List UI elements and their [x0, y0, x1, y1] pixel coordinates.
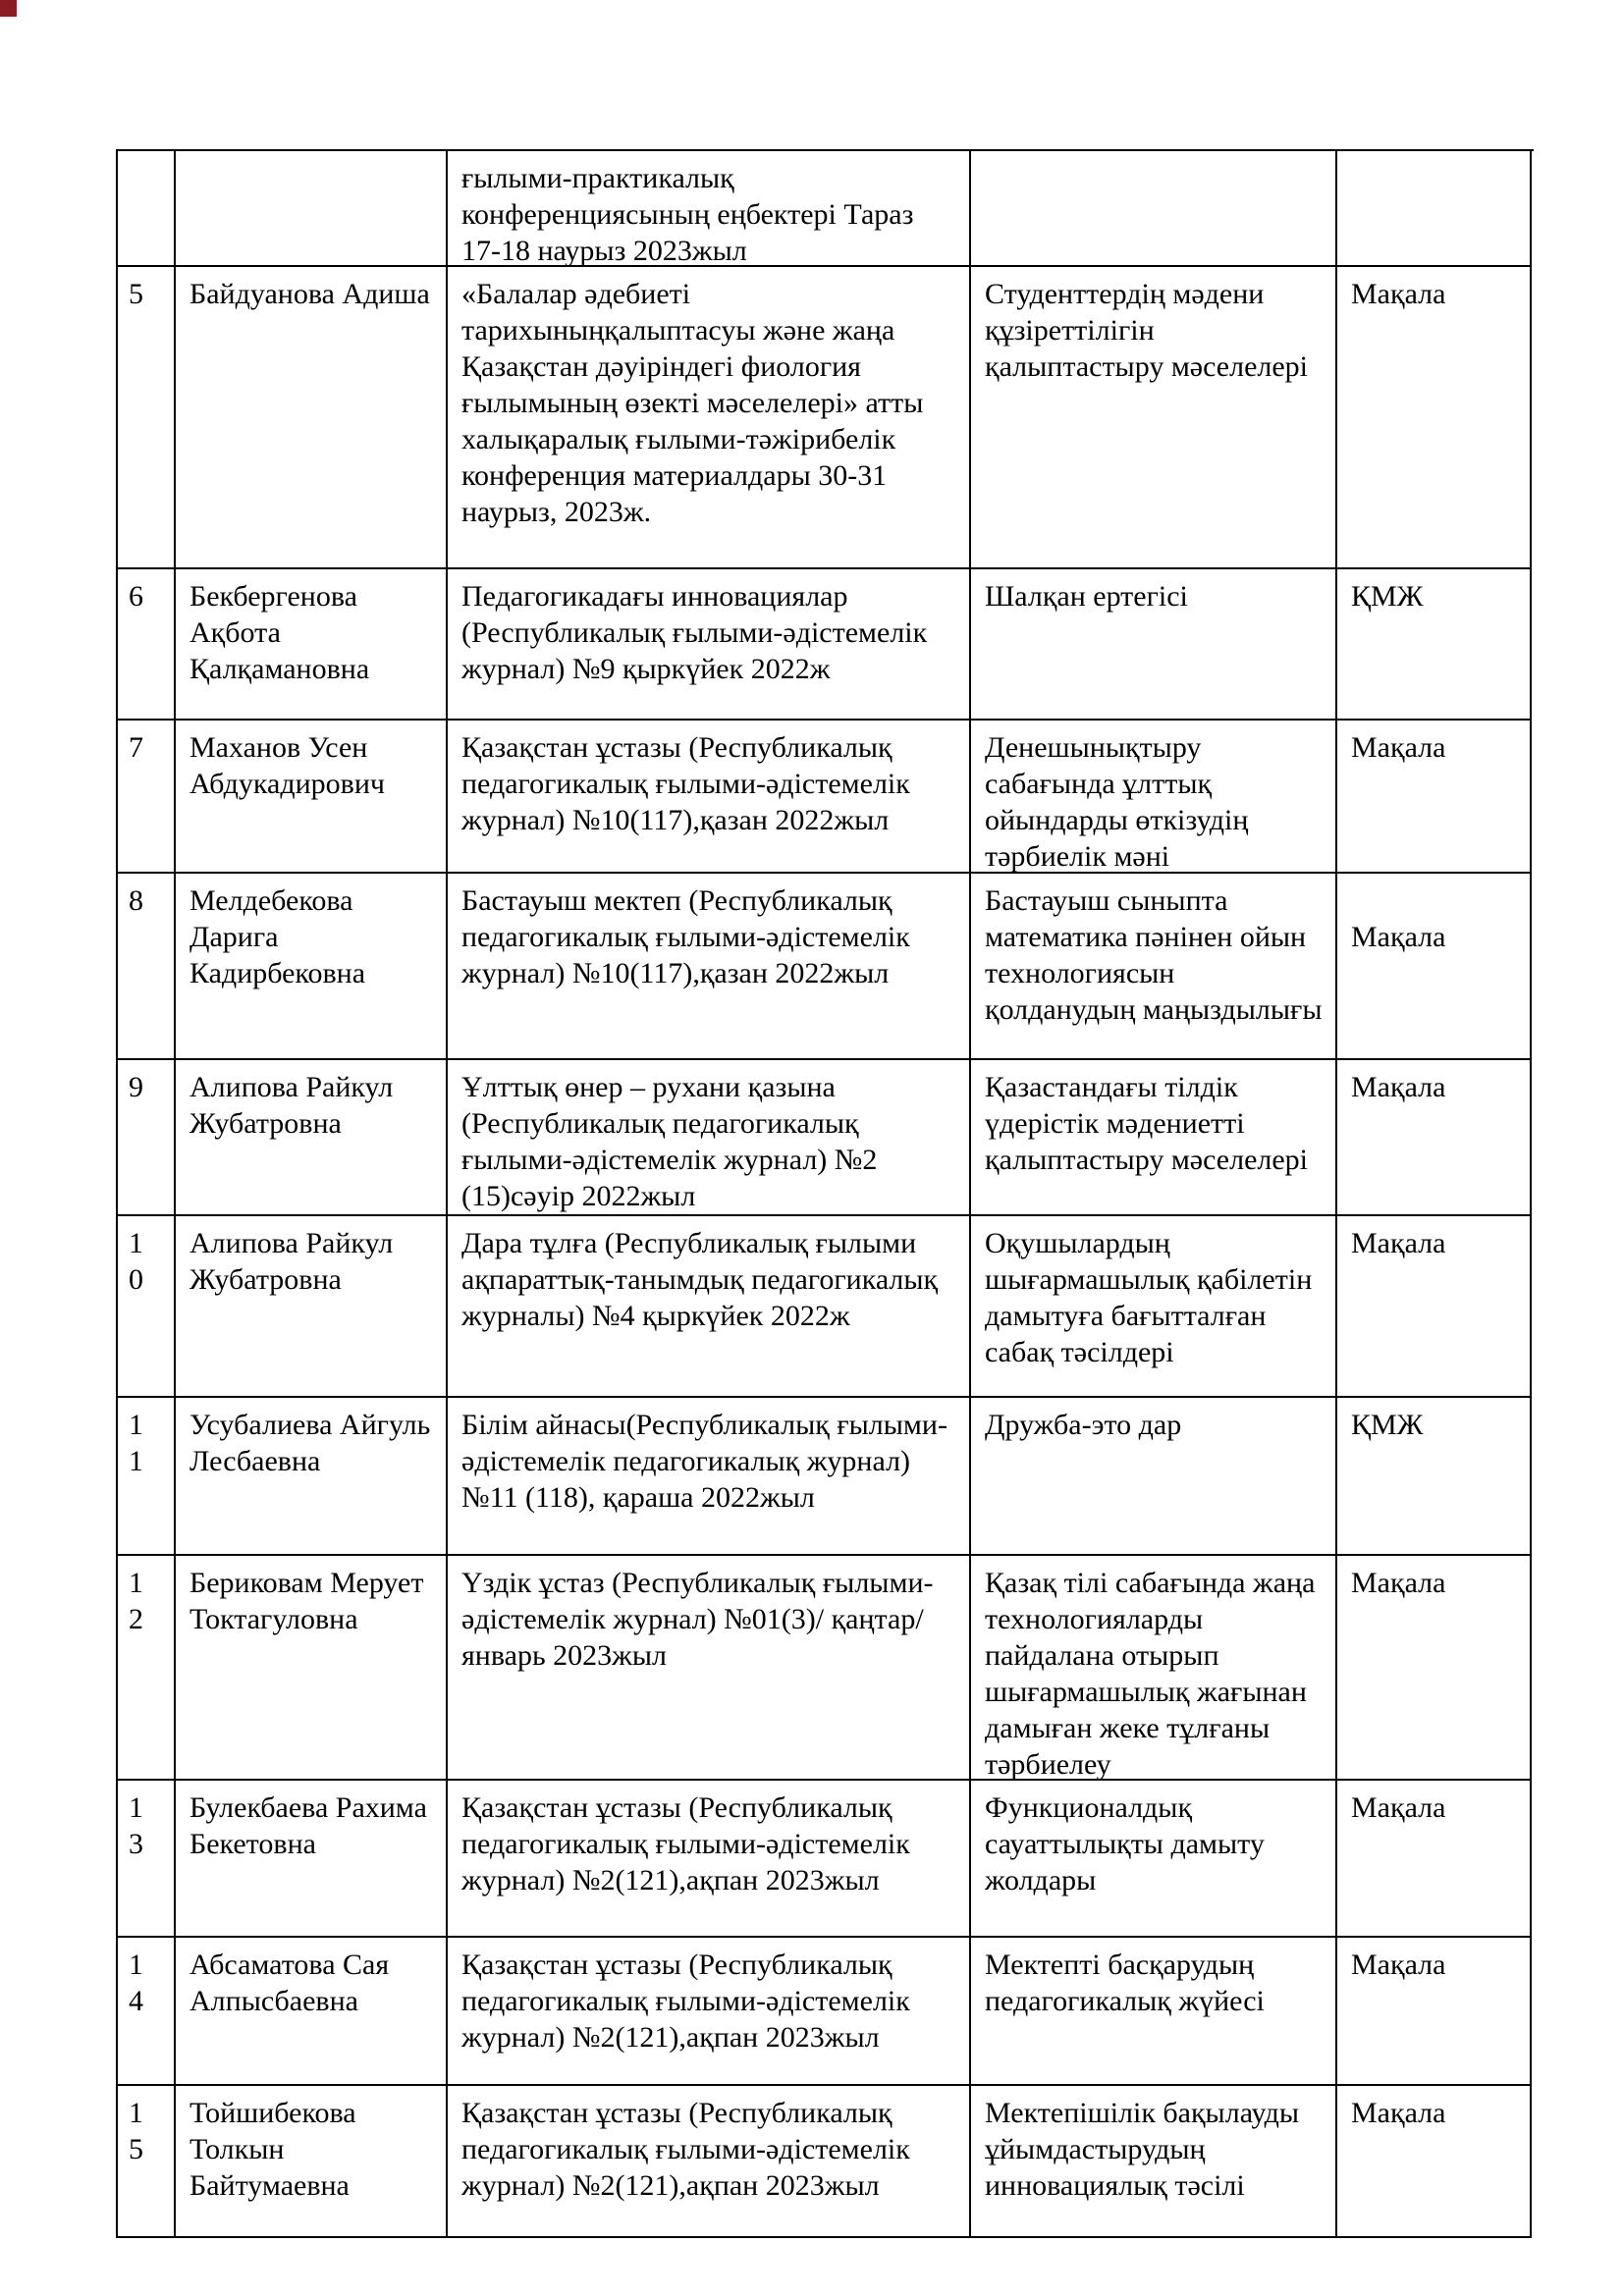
cell-author: Бериковам Мерует Токтагуловна [176, 1556, 448, 1781]
cell-author: Алипова Райкул Жубатровна [176, 1060, 448, 1216]
table-row [118, 151, 1534, 267]
cell-title: Мектепті басқарудың педагогикалық жүйесі [971, 1938, 1337, 2086]
cell-title: Студенттердің мәдени құзіреттілігін қалыптастыру мәселелері [971, 267, 1337, 569]
cell-publication: Қазақстан ұстазы (Республикалық педагогикалық ғылыми-әдістемелік журнал) №2(121),ақпан 2023жыл [448, 1781, 971, 1938]
cell-type: Мақала [1337, 1060, 1532, 1216]
cell-author: Усубалиева Айгуль Лесбаевна [176, 1398, 448, 1556]
cell-num: 12 [118, 1556, 176, 1781]
cell-author: Тойшибекова Толкын Байтумаевна [176, 2086, 448, 2238]
table-row [118, 1398, 1534, 1556]
cell-publication: Бастауыш мектеп (Республикалық педагогикалық ғылыми-әдістемелік журнал) №10(117),қазан 2022жыл [448, 874, 971, 1060]
cell-num [118, 151, 176, 267]
cell-publication: Қазақстан ұстазы (Республикалық педагогикалық ғылыми-әдістемелік журнал) №10(117),қазан 2022жыл [448, 721, 971, 874]
table-row [118, 569, 1534, 721]
cell-num: 14 [118, 1938, 176, 2086]
cell-author: Мелдебекова Дарига Кадирбековна [176, 874, 448, 1060]
cell-num: 13 [118, 1781, 176, 1938]
cell-title [971, 151, 1337, 267]
cell-num: 6 [118, 569, 176, 721]
cell-type: ҚМЖ [1337, 569, 1532, 721]
cell-title: Мектепішілік бақылауды ұйымдастырудың инновациялық тәсілі [971, 2086, 1337, 2238]
table-row [118, 267, 1534, 569]
table-row [118, 874, 1534, 1060]
cell-publication: Дара тұлға (Республикалық ғылыми ақпараттық-танымдық педагогикалық журналы) №4 қыркүйек 2022ж [448, 1216, 971, 1398]
cell-publication: «Балалар әдебиеті тарихыныңқалыптасуы және жаңа Қазақстан дәуіріндегі фиология ғылымының өзекті мәселелері» атты халықаралық ғылыми-тәжірибелік конференция материалдары 30-31 наурыз, 2023ж. [448, 267, 971, 569]
cell-publication: Педагогикадағы инновациялар (Республикалық ғылыми-әдістемелік журнал) №9 қыркүйек 2022ж [448, 569, 971, 721]
cell-num: 7 [118, 721, 176, 874]
cell-publication: Қазақстан ұстазы (Республикалық педагогикалық ғылыми-әдістемелік журнал) №2(121),ақпан 2023жыл [448, 2086, 971, 2238]
cell-author: Байдуанова Адиша [176, 267, 448, 569]
cell-num: 5 [118, 267, 176, 569]
cell-num: 15 [118, 2086, 176, 2238]
table-row [118, 1060, 1534, 1216]
cell-title: Қазастандағы тілдік үдерістік мәдениетті қалыптастыру мәселелері [971, 1060, 1337, 1216]
cell-type: Мақала [1337, 1938, 1532, 2086]
cell-type [1337, 151, 1532, 267]
cell-author: Маханов Усен Абдукадирович [176, 721, 448, 874]
cell-title: Шалқан ертегісі [971, 569, 1337, 721]
cell-type: ҚМЖ [1337, 1398, 1532, 1556]
cell-publication: Білім айнасы(Республикалық ғылыми-әдістемелік педагогикалық журнал) №11 (118), қараша 2022жыл [448, 1398, 971, 1556]
table-row [118, 1938, 1534, 2086]
corner-artifact [0, 0, 17, 17]
cell-publication: Үздік ұстаз (Республикалық ғылыми-әдістемелік журнал) №01(3)/ қаңтар/январь 2023жыл [448, 1556, 971, 1781]
cell-title: Оқушылардың шығармашылық қабілетін дамытуға бағытталған сабақ тәсілдері [971, 1216, 1337, 1398]
cell-publication: Ұлттық өнер – рухани қазына (Республикалық педагогикалық ғылыми-әдістемелік журнал) №2 (15)сәуір 2022жыл [448, 1060, 971, 1216]
cell-title: Бастауыш сыныпта математика пәнінен ойын технологиясын қолданудың маңыздылығы [971, 874, 1337, 1060]
cell-num: 9 [118, 1060, 176, 1216]
cell-publication: Қазақстан ұстазы (Республикалық педагогикалық ғылыми-әдістемелік журнал) №2(121),ақпан 2023жыл [448, 1938, 971, 2086]
cell-num: 8 [118, 874, 176, 1060]
table-row [118, 1556, 1534, 1781]
cell-author [176, 151, 448, 267]
table-row [118, 1216, 1534, 1398]
cell-type: Мақала [1337, 267, 1532, 569]
cell-title: Қазақ тілі сабағында жаңа технологияларды пайдалана отырып шығармашылық жағынан дамыған жеке тұлғаны тәрбиелеу [971, 1556, 1337, 1781]
cell-author: Булекбаева Рахима Бекетовна [176, 1781, 448, 1938]
cell-author: Бекбергенова Ақбота Қалқамановна [176, 569, 448, 721]
cell-title: Дружба-это дар [971, 1398, 1337, 1556]
cell-title: Денешынықтыру сабағында ұлттық ойындарды өткізудің тәрбиелік мәні [971, 721, 1337, 874]
cell-type: Мақала [1337, 1216, 1532, 1398]
table-row [118, 1781, 1534, 1938]
cell-title: Функционалдық сауаттылықты дамыту жолдары [971, 1781, 1337, 1938]
cell-publication: ғылыми-практикалық конференциясының еңбектері Тараз 17-18 наурыз 2023жыл [448, 151, 971, 267]
cell-num: 10 [118, 1216, 176, 1398]
cell-type: Мақала [1337, 874, 1532, 1060]
cell-num: 11 [118, 1398, 176, 1556]
cell-author: Абсаматова Сая Алпысбаевна [176, 1938, 448, 2086]
cell-author: Алипова Райкул Жубатровна [176, 1216, 448, 1398]
table-row [118, 2086, 1534, 2238]
table-row [118, 721, 1534, 874]
cell-type: Мақала [1337, 1781, 1532, 1938]
publications-table [116, 149, 1534, 2238]
cell-type: Мақала [1337, 1556, 1532, 1781]
cell-type: Мақала [1337, 2086, 1532, 2238]
cell-type: Мақала [1337, 721, 1532, 874]
